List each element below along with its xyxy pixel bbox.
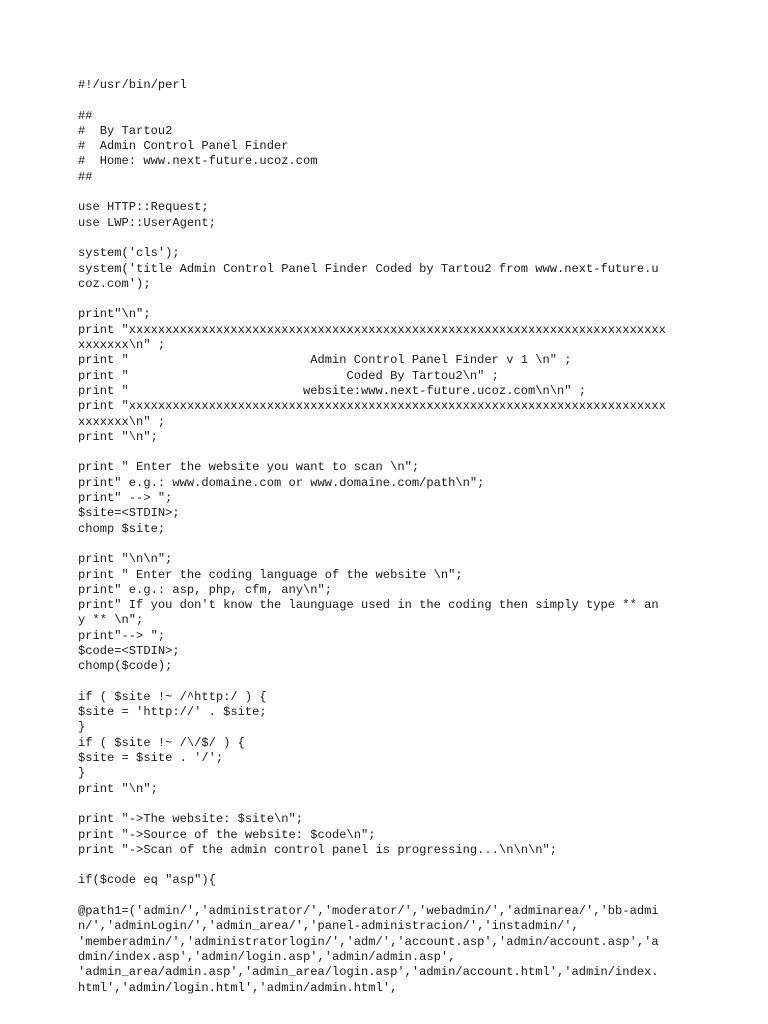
- code-line: print " Enter the website you want to scan \n";: [78, 460, 420, 475]
- code-line: print" --> ";: [78, 491, 173, 506]
- code-line: y ** \n";: [78, 613, 144, 628]
- code-line: }: [78, 766, 86, 781]
- code-line: [78, 93, 698, 108]
- code-line: [78, 231, 698, 246]
- code-line: print "xxxxxxxxxxxxxxxxxxxxxxxxxxxxxxxxxxxxxxxxxxxxxxxxxxxxxxxxxxxxxxxxxxxxxxxxxx: [78, 399, 666, 414]
- code-line: use LWP::UserAgent;: [78, 215, 216, 230]
- code-line: use HTTP::Request;: [78, 200, 209, 215]
- code-line: if ( $site !~ /\/$/ ) {: [78, 735, 245, 750]
- code-line: print "\n";: [78, 781, 158, 796]
- code-line: @path1=('admin/','administrator/','moderator/','webadmin/','adminarea/','bb-admi: [78, 904, 659, 919]
- code-line: n/','adminLogin/','admin_area/','panel-administracion/','instadmin/',: [78, 919, 579, 934]
- code-line: # By Tartou2: [78, 123, 173, 138]
- code-line: print" e.g.: www.domaine.com or www.domaine.com/path\n";: [78, 475, 485, 490]
- code-line: system('title Admin Control Panel Finder Coded by Tartou2 from www.next-future.u: [78, 261, 659, 276]
- code-line: [78, 292, 698, 307]
- perl-source-code: [78, 78, 698, 996]
- code-line: xxxxxxx\n" ;: [78, 414, 166, 429]
- code-line: coz.com');: [78, 276, 151, 291]
- code-line: [78, 858, 698, 873]
- code-line: print" If you don't know the launguage used in the coding then simply type ** an: [78, 598, 659, 613]
- code-line: [78, 537, 698, 552]
- code-line: [78, 185, 698, 200]
- code-line: ##: [78, 169, 93, 184]
- code-line: xxxxxxx\n" ;: [78, 338, 166, 353]
- code-line: [78, 675, 698, 690]
- code-line: print " Coded By Tartou2\n" ;: [78, 368, 499, 383]
- code-line: [78, 445, 698, 460]
- code-line: print "xxxxxxxxxxxxxxxxxxxxxxxxxxxxxxxxxxxxxxxxxxxxxxxxxxxxxxxxxxxxxxxxxxxxxxxxxx: [78, 322, 666, 337]
- code-line: if ( $site !~ /^http:/ ) {: [78, 689, 267, 704]
- code-line: ##: [78, 108, 93, 123]
- code-line: # Admin Control Panel Finder: [78, 139, 289, 154]
- code-line: print "->Source of the website: $code\n";: [78, 827, 376, 842]
- code-line: $site = 'http://' . $site;: [78, 705, 267, 720]
- code-line: chomp($code);: [78, 659, 173, 674]
- code-line: print "->The website: $site\n";: [78, 812, 303, 827]
- code-line: print " Enter the coding language of the website \n";: [78, 567, 463, 582]
- code-line: 'memberadmin/','administratorlogin/','adm/','account.asp','admin/account.asp','a: [78, 934, 659, 949]
- code-line: print "\n";: [78, 429, 158, 444]
- code-line: print"--> ";: [78, 628, 166, 643]
- code-line: $code=<STDIN>;: [78, 643, 180, 658]
- code-line: #!/usr/bin/perl: [78, 78, 187, 92]
- code-line: print "->Scan of the admin control panel is progressing...\n\n\n";: [78, 842, 557, 857]
- code-line: chomp $site;: [78, 521, 166, 536]
- code-line: if($code eq "asp"){: [78, 873, 216, 888]
- code-line: print " Admin Control Panel Finder v 1 \n" ;: [78, 353, 572, 368]
- code-line: # Home: www.next-future.ucoz.com: [78, 154, 318, 169]
- code-line: print " website:www.next-future.ucoz.com\n\n" ;: [78, 383, 587, 398]
- code-line: [78, 797, 698, 812]
- code-line: system('cls');: [78, 246, 180, 261]
- code-line: 'admin_area/admin.asp','admin_area/login.asp','admin/account.html','admin/index.: [78, 965, 659, 980]
- code-line: $site=<STDIN>;: [78, 506, 180, 521]
- code-line: $site = $site . '/';: [78, 751, 224, 766]
- code-line: print"\n";: [78, 307, 151, 322]
- code-line: dmin/index.asp','admin/login.asp','admin/admin.asp',: [78, 949, 456, 964]
- code-line: html','admin/login.html','admin/admin.html',: [78, 980, 398, 995]
- code-line: print "\n\n";: [78, 552, 173, 567]
- code-line: print" e.g.: asp, php, cfm, any\n";: [78, 582, 333, 597]
- code-line: }: [78, 720, 86, 735]
- code-line: [78, 889, 698, 904]
